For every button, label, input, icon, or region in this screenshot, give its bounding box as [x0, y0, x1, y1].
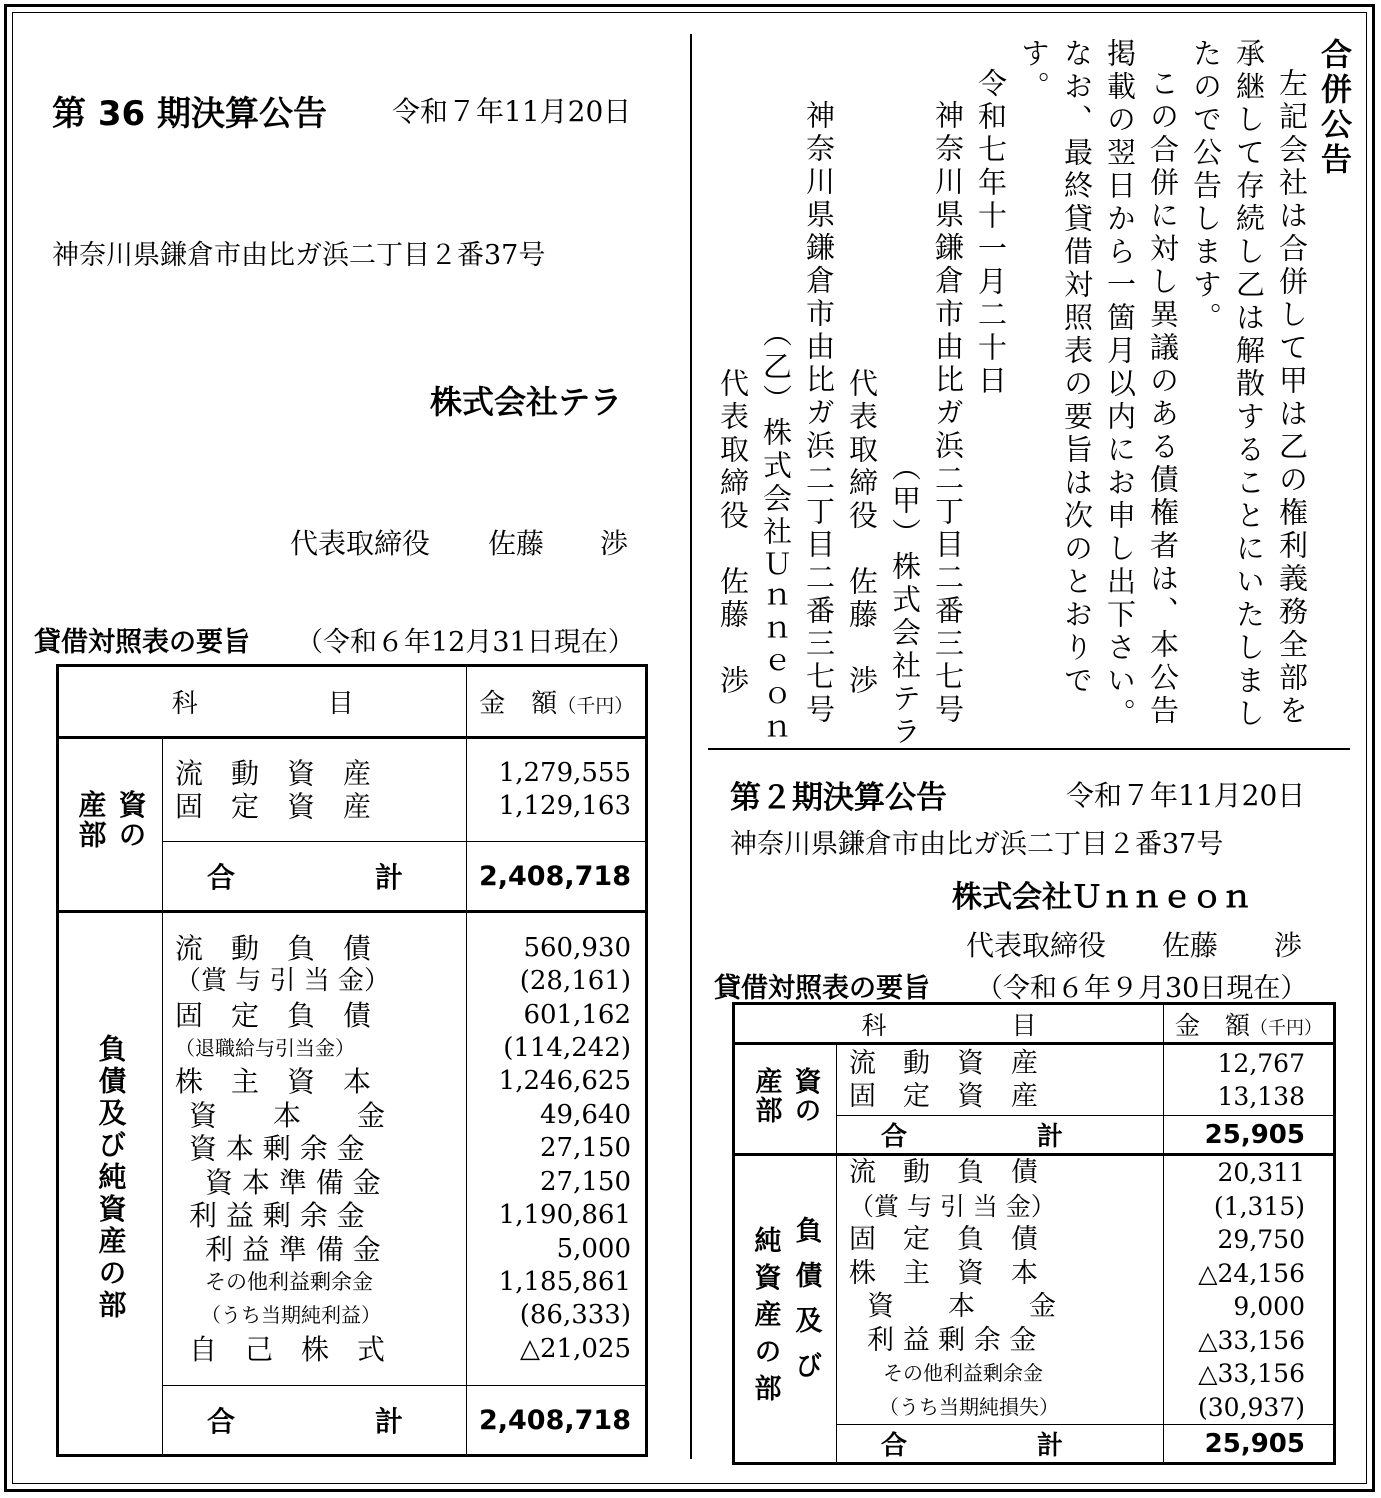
- left-bs-heading: 貸借対照表の要旨: [34, 627, 250, 658]
- right-liab-value-1: (1,315): [1213, 1191, 1305, 1221]
- left-liab-label-8: 利 益 剰 余 金: [189, 1199, 365, 1233]
- left-liab-label-11: （うち当期純利益）: [201, 1303, 381, 1328]
- left-liab-value-0: 560,930: [523, 932, 631, 963]
- left-liab-label-4: 株 主 資 本: [175, 1065, 372, 1099]
- left-liab-value-12: △21,025: [520, 1333, 631, 1364]
- left-address: 神奈川県鎌倉市由比ガ浜二丁目２番37号: [52, 240, 546, 271]
- right-liab-label-2: 固 定 負 債: [849, 1224, 1038, 1255]
- left-liab-label-0: 流 動 負 債: [175, 931, 372, 965]
- right-liab-label-0: 流 動 負 債: [849, 1157, 1038, 1188]
- left-liab-value-5: 49,640: [540, 1099, 631, 1130]
- left-asset-label-1: 固 定 資 産: [175, 790, 372, 823]
- right-liab-total: 25,905: [1164, 1425, 1335, 1464]
- right-rep-name: 佐藤 渉: [1162, 929, 1303, 962]
- right-liab-cat-cell: [734, 1155, 837, 1464]
- merger-body-2: たので公告します。: [1189, 38, 1223, 335]
- right-bs-period: （令和６年９月30日現在）: [976, 973, 1308, 1004]
- left-liab-label-3: （退職給与引当金）: [175, 1036, 355, 1061]
- right-asset-label-1: 固 定 資 産: [849, 1081, 1038, 1112]
- right-address: 神奈川県鎌倉市由比ガ浜二丁目２番37号: [730, 829, 1224, 860]
- merger-body-5: なお、最終貸借対照表の要旨は次のとおりで: [1060, 38, 1094, 698]
- right-assets-values: [1164, 1044, 1335, 1116]
- right-asset-value-1: 13,138: [1217, 1082, 1305, 1111]
- left-liab-total: 2,408,718: [467, 1386, 647, 1456]
- right-assets-label: 資の産部: [750, 1067, 821, 1125]
- right-liab-value-3: △24,156: [1198, 1258, 1305, 1288]
- right-date: 令和７年11月20日: [1066, 779, 1306, 812]
- left-assets-cat-cell: [58, 738, 163, 912]
- right-col-amount: 金 額: [1175, 1010, 1251, 1040]
- right-liab-labels: [837, 1155, 1164, 1425]
- right-liab-value-7: (30,937): [1198, 1392, 1305, 1422]
- left-title: 第 36 期決算公告: [52, 94, 327, 134]
- merger-body-0: 左記会社は合併して甲は乙の権利義務全部を: [1275, 68, 1309, 728]
- right-balance-sheet: [732, 1002, 1336, 1465]
- left-assets-label: 資の産部: [74, 789, 148, 850]
- merger-rep2: 代表取締役 佐藤 渉: [716, 368, 750, 698]
- left-bs-period: （令和６年12月31日現在）: [296, 627, 635, 658]
- left-liab-total-label: 合 計: [163, 1386, 467, 1456]
- right-liab-value-6: △33,156: [1198, 1359, 1305, 1388]
- left-assets-total: 2,408,718: [467, 842, 647, 912]
- left-col-amount-cell: [467, 666, 647, 738]
- left-liab-value-7: 27,150: [540, 1166, 631, 1197]
- right-asset-label-0: 流 動 資 産: [849, 1048, 1038, 1079]
- left-liab-label-7: 資 本 準 備 金: [205, 1165, 381, 1199]
- right-col-item: 科 目: [734, 1004, 1164, 1044]
- merger-title: 合併公告: [1315, 38, 1351, 178]
- right-assets-labels: [837, 1044, 1164, 1116]
- right-asset-value-0: 12,767: [1217, 1049, 1305, 1078]
- left-liab-label-12: 自 己 株 式: [189, 1332, 386, 1366]
- left-liab-value-6: 27,150: [540, 1133, 631, 1164]
- left-balance-sheet: [56, 664, 648, 1457]
- right-liab-value-2: 29,750: [1217, 1225, 1305, 1254]
- left-date: 令和７年11月20日: [392, 95, 632, 128]
- merger-addr2: 神奈川県鎌倉市由比ガ浜二丁目二番三七号: [802, 100, 836, 727]
- right-assets-total: 25,905: [1164, 1116, 1335, 1155]
- right-liab-value-0: 20,311: [1217, 1158, 1305, 1187]
- left-rep-name: 佐藤 渉: [488, 527, 629, 560]
- merger-addr1: 神奈川県鎌倉市由比ガ浜二丁目二番三七号: [931, 100, 965, 727]
- left-liab-label-9: 利 益 準 備 金: [205, 1232, 381, 1266]
- right-liab-total-label: 合 計: [837, 1425, 1164, 1464]
- merger-body-6: す。: [1017, 38, 1051, 104]
- left-liab-value-4: 1,246,625: [498, 1066, 631, 1097]
- right-unit: （千円）: [1250, 1017, 1323, 1039]
- left-liab-label-1: （賞 与 引 当 金）: [175, 966, 391, 997]
- column-divider: [690, 34, 692, 1459]
- left-liab-cat-cell: [58, 912, 163, 1456]
- right-rep-title: 代表取締役: [966, 929, 1107, 962]
- left-liab-value-1: (28,161): [519, 966, 631, 997]
- merger-co1: （甲）株式会社テラ: [888, 452, 922, 749]
- merger-co2: （乙）株式会社Ｕｎｎｅｏｎ: [759, 318, 793, 747]
- right-liab-label-a: 負債及び: [790, 1216, 822, 1396]
- left-asset-value-0: 1,279,555: [498, 758, 631, 788]
- right-assets-cat-cell: [734, 1044, 837, 1155]
- left-liab-value-8: 1,190,861: [498, 1200, 631, 1231]
- merger-body-3: この合併に対し異議のある債権者は、本公告: [1146, 68, 1180, 728]
- right-liab-label-7: （うち当期純損失）: [879, 1394, 1059, 1419]
- merger-rep1: 代表取締役 佐藤 渉: [845, 368, 879, 698]
- left-assets-values: [467, 738, 647, 842]
- left-liab-label-10: その他利益剰余金: [205, 1269, 373, 1294]
- left-asset-label-0: 流 動 資 産: [175, 757, 372, 790]
- left-col-amount: 金 額: [479, 689, 558, 719]
- merger-body-1: 承継して存続し乙は解散することにいたしまし: [1232, 38, 1266, 731]
- right-title: 第２期決算公告: [730, 780, 947, 816]
- left-liab-label: 負債及び純資産の部: [94, 1033, 128, 1322]
- left-liab-values: [467, 912, 647, 1386]
- left-liab-label-5: 資 本 金: [189, 1098, 386, 1132]
- left-liab-label-6: 資 本 剰 余 金: [189, 1132, 365, 1166]
- left-liab-value-9: 5,000: [556, 1233, 631, 1264]
- right-liab-value-5: △33,156: [1198, 1325, 1305, 1355]
- left-assets-total-label: 合 計: [163, 842, 467, 912]
- left-assets-labels: [163, 738, 467, 842]
- left-liab-labels: [163, 912, 467, 1386]
- left-liab-value-3: (114,242): [503, 1033, 631, 1064]
- right-company: 株式会社Ｕｎｎｅｏｎ: [952, 880, 1252, 915]
- right-liab-label-3: 株 主 資 本: [849, 1257, 1038, 1289]
- left-liab-label-2: 固 定 負 債: [175, 998, 372, 1032]
- left-liab-value-11: (86,333): [519, 1300, 631, 1331]
- right-col-amount-cell: [1164, 1004, 1335, 1044]
- right-liab-value-4: 9,000: [1233, 1292, 1305, 1321]
- left-col-item: 科 目: [58, 666, 467, 738]
- left-liab-value-2: 601,162: [523, 999, 631, 1030]
- merger-date: 令和七年十一月二十日: [974, 68, 1008, 398]
- section-divider: [708, 748, 1350, 750]
- right-liab-values: [1164, 1155, 1335, 1425]
- right-liab-label-4: 資 本 金: [867, 1291, 1056, 1322]
- left-asset-value-1: 1,129,163: [498, 791, 631, 821]
- right-liab-label-b: 純資産の部: [749, 1225, 781, 1411]
- merger-body-4: 掲載の翌日から一箇月以内にお申し出下さい。: [1103, 38, 1137, 731]
- left-company: 株式会社テラ: [430, 383, 623, 421]
- right-liab-label-6: その他利益剰余金: [883, 1361, 1043, 1385]
- left-liab-value-10: 1,185,861: [498, 1266, 631, 1297]
- left-rep-title: 代表取締役: [290, 527, 431, 560]
- right-liab-label: [746, 1171, 826, 1443]
- right-liab-label-1: （賞 与 引 当 金）: [849, 1191, 1056, 1221]
- right-bs-heading: 貸借対照表の要旨: [714, 973, 930, 1004]
- right-assets-total-label: 合 計: [837, 1116, 1164, 1155]
- right-liab-label-5: 利 益 剰 余 金: [867, 1324, 1037, 1356]
- left-unit: （千円）: [557, 695, 634, 717]
